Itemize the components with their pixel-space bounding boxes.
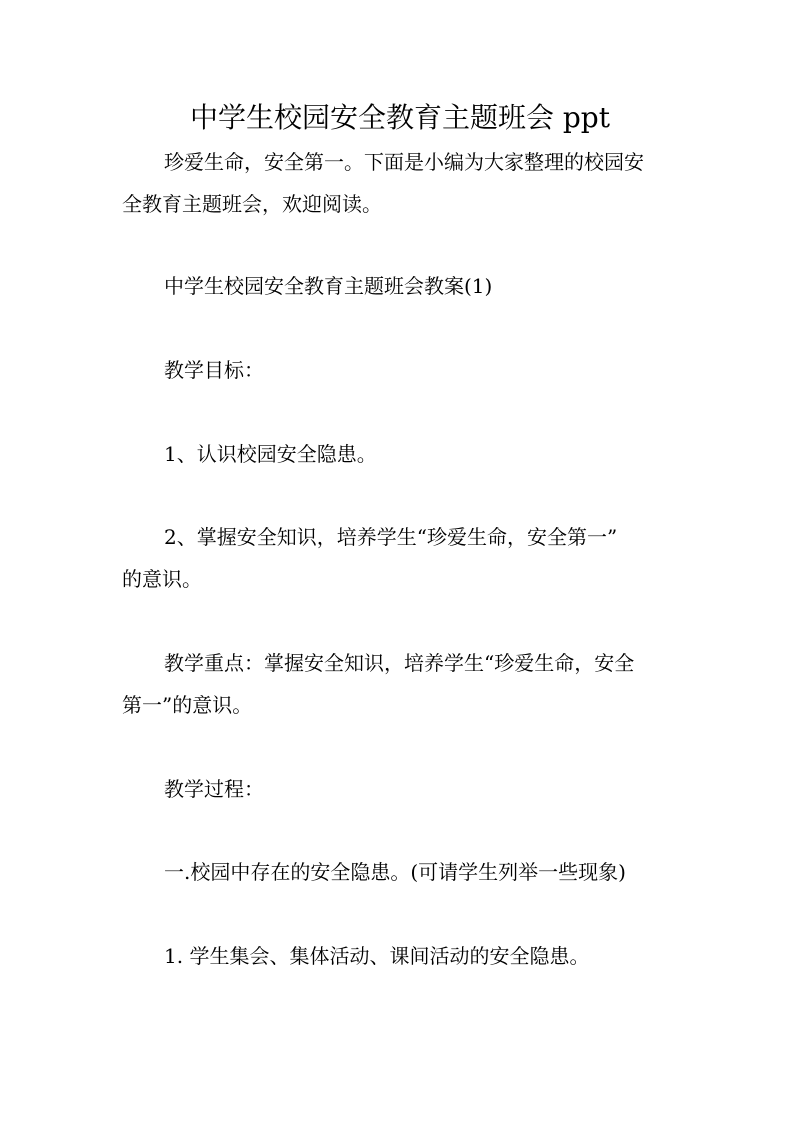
lesson-plan-title: 中学生校园安全教育主题班会教案(1) xyxy=(164,274,493,298)
section-1-item-1: 1. 学生集会、集体活动、课间活动的安全隐患。 xyxy=(164,944,590,968)
document-title: 中学生校园安全教育主题班会 ppt xyxy=(189,101,610,134)
goal-item-2-line-1: 2、掌握安全知识，培养学生“珍爱生命，安全第一” xyxy=(164,525,618,549)
process-heading: 教学过程： xyxy=(164,777,264,801)
goal-item-2-line-2: 的意识。 xyxy=(122,567,202,591)
section-1-heading: 一.校园中存在的安全隐患。(可请学生列举一些现象) xyxy=(164,860,626,884)
intro-line-1: 珍爱生命，安全第一。下面是小编为大家整理的校园安 xyxy=(164,150,644,174)
goal-item-1: 1、认识校园安全隐患。 xyxy=(164,442,377,466)
intro-line-2: 全教育主题班会，欢迎阅读。 xyxy=(122,192,382,216)
focus-line-2: 第一”的意识。 xyxy=(122,693,253,717)
goals-heading: 教学目标： xyxy=(164,358,264,382)
focus-line-1: 教学重点：掌握安全知识，培养学生“珍爱生命，安全 xyxy=(164,651,635,675)
